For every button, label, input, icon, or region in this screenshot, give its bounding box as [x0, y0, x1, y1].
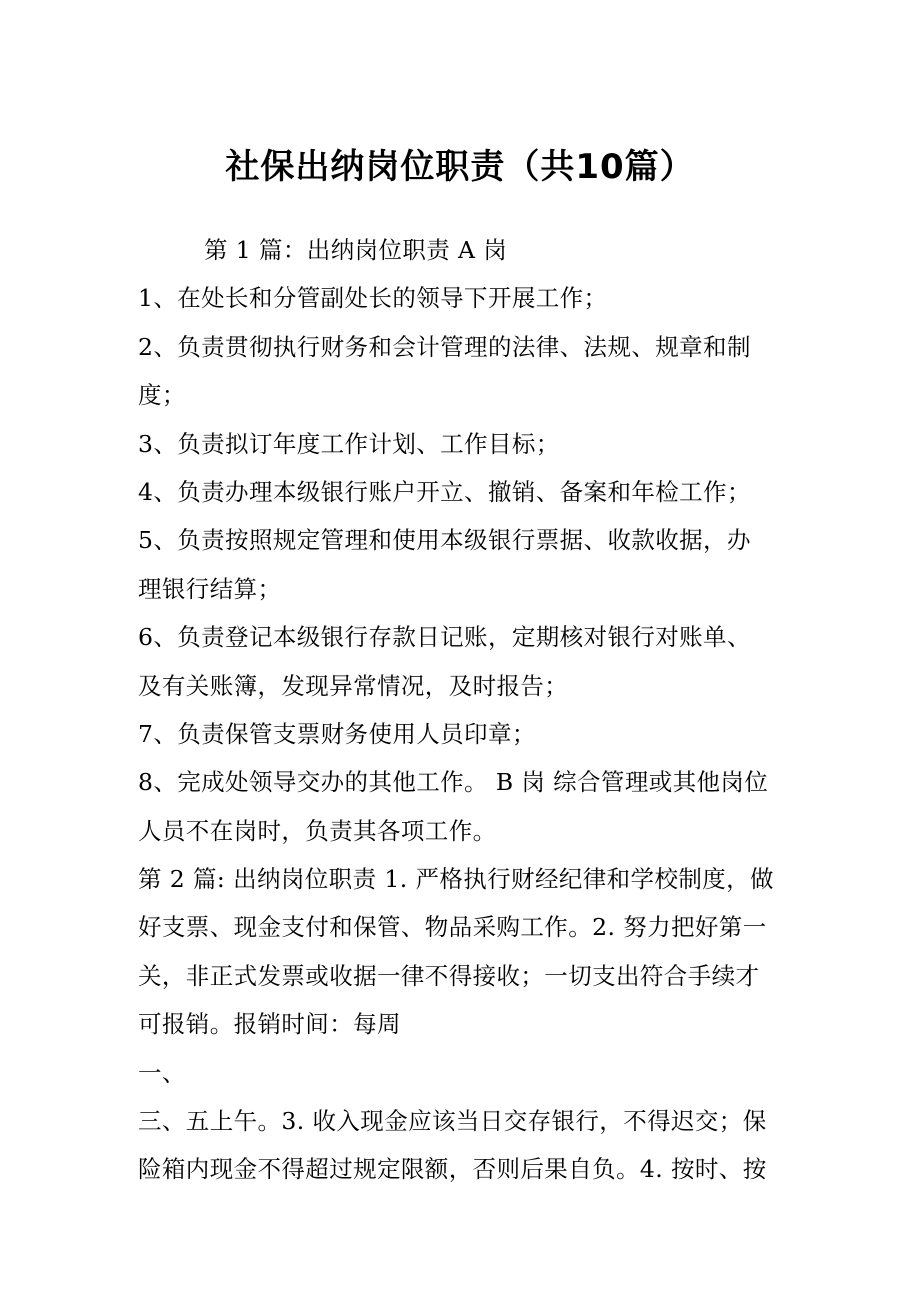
paragraph-line: 关，非正式发票或收据一律不得接收；一切支出符合手续才 — [138, 961, 760, 990]
paragraph-line: 4、负责办理本级银行账户开立、撤销、备案和年检工作； — [138, 477, 751, 506]
paragraph-line: 3、负责拟订年度工作计划、工作目标； — [138, 429, 560, 458]
paragraph-line: 理银行结算； — [138, 574, 282, 603]
paragraph-line: 第 2 篇: 出纳岗位职责 1. 严格执行财经纪律和学校制度，做 — [138, 865, 774, 894]
paragraph-line: 三、五上午。3. 收入现金应该当日交存银行，不得迟交；保 — [138, 1107, 767, 1136]
document-body — [138, 226, 788, 1194]
paragraph-line: 8、完成处领导交办的其他工作。 B 岗 综合管理或其他岗位 — [138, 768, 769, 797]
document-title: 社保出纳岗位职责（共10篇） — [225, 147, 695, 187]
paragraph-line: 2、负责贯彻执行财务和会计管理的法律、法规、规章和制 — [138, 332, 751, 361]
paragraph-line: 5、负责按照规定管理和使用本级银行票据、收款收据，办 — [138, 526, 751, 555]
paragraph-line: 度； — [138, 381, 186, 410]
paragraph-line: 及有关账簿，发现异常情况，及时报告； — [138, 671, 569, 700]
paragraph-line: 人员不在岗时，负责其各项工作。 — [138, 816, 497, 845]
paragraph-line: 一、 — [138, 1058, 186, 1087]
paragraph-line: 可报销。报销时间：每周 — [138, 1010, 401, 1039]
section-heading: 第 1 篇：出纳岗位职责 A 岗 — [204, 236, 508, 264]
paragraph-line: 好支票、现金支付和保管、物品采购工作。2. 努力把好第一 — [138, 913, 767, 942]
paragraph-line: 1、在处长和分管副处长的领导下开展工作； — [138, 284, 608, 313]
paragraph-line: 6、负责登记本级银行存款日记账，定期核对银行对账单、 — [138, 623, 751, 652]
paragraph-line: 7、负责保管支票财务使用人员印章； — [138, 719, 536, 748]
paragraph-line: 险箱内现金不得超过规定限额，否则后果自负。4. 按时、按 — [138, 1155, 767, 1184]
